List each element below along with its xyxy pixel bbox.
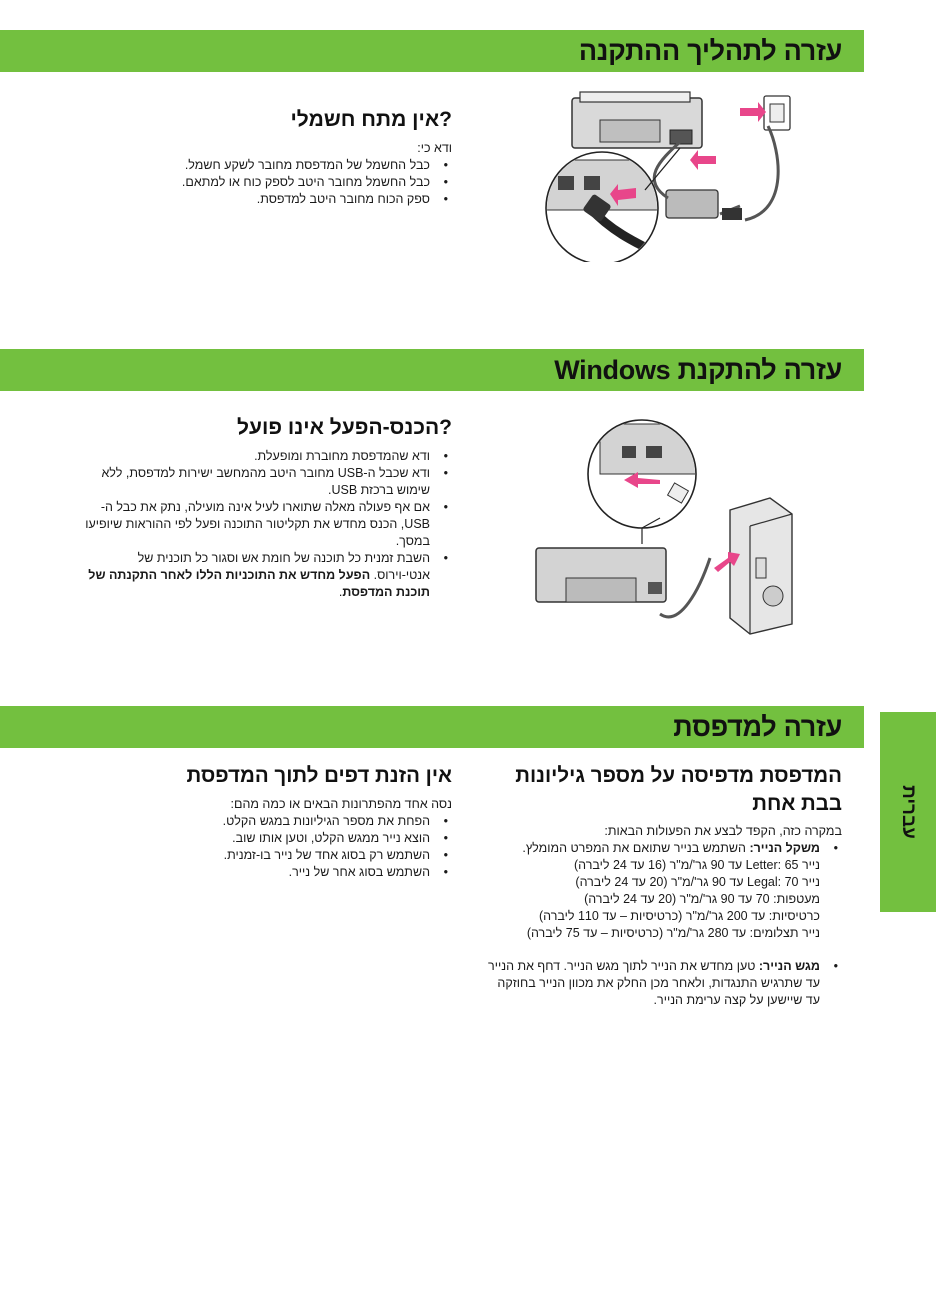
no-feed-intro: נסה אחד מהפתרונות הבאים או כמה מהם: [230, 796, 452, 811]
install-help-banner [0, 30, 864, 72]
list-item [80, 550, 452, 601]
paper-tray-label: מגש הנייר: [758, 959, 820, 974]
list-item: • ודא שכבל ה-USB מחובר היטב מהמחשב ישירות למדפסת, ללא שימוש ברכזת USB. [80, 465, 452, 499]
windows-help-title: עזרה להתקנת Windows [554, 354, 842, 385]
install-help-title: עזרה לתהליך ההתקנה [578, 35, 842, 66]
no-feed-list [160, 813, 452, 881]
list-item: • כבל החשמל מחובר היטב לספק כוח או למתאם. [180, 174, 452, 191]
plug-and-play-section [80, 414, 452, 601]
usb-connection-illustration [530, 418, 810, 636]
no-feed-section [160, 762, 452, 881]
list-item: • כבל החשמל של המדפסת מחובר לשקע חשמל. [180, 157, 452, 174]
paper-tray-item [488, 958, 842, 1009]
no-feed-heading: אין הזנת דפים לתוך המדפסת [186, 764, 452, 787]
paper-tray-text: טען מחדש את הנייר לתוך מגש הנייר. דחף את הנייר עד שתרגיש התנגדות, ולאחר מכן החלק את מכוון הנייר בחוזקה עד שיישען על קצה ערימת הנייר. [488, 959, 820, 1008]
printer-help-title: עזרה למדפסת [673, 711, 842, 742]
firewall-text: השבת זמנית כל תוכנה של חומת אש וסגור כל תוכנית של אנטי-וירוס. [137, 551, 430, 583]
paper-weight-specs [488, 857, 820, 942]
printer-help-banner [0, 706, 864, 748]
list-item: • השתמש רק בסוג אחד של נייר בו-זמנית. [160, 847, 452, 864]
no-power-section [180, 106, 452, 208]
windows-help-banner [0, 349, 864, 391]
list-item: • ודא שהמדפסת מחוברת ומופעלת. [80, 448, 452, 465]
paper-weight-label: משקל הנייר: [749, 841, 820, 856]
paper-weight-item [488, 840, 842, 942]
firewall-end: . [338, 585, 343, 600]
plug-and-play-heading: ?הכנס-הפעל אינו פועל [237, 416, 452, 439]
spec-line: נייר תצלומים: עד 280 גר'/מ"ר (כרטיסיות – עד 75 ליברה) [526, 926, 820, 941]
multi-sheet-intro: במקרה כזה, הקפד לבצע את הפעולות הבאות: [604, 824, 842, 839]
no-power-heading: ?אין מתח חשמלי [290, 108, 452, 131]
spec-line: כרטיסיות: עד 200 גר'/מ"ר (כרטיסיות – עד 110 ליברה) [539, 909, 820, 924]
multi-sheet-list [488, 840, 842, 1009]
paper-weight-text: השתמש בנייר שתואם את המפרט המומלץ. [522, 841, 750, 856]
plug-and-play-list [80, 448, 452, 601]
list-item: • הוצא נייר ממגש הקלט, וטען אותו שוב. [160, 830, 452, 847]
list-item: • ספק הכוח מחובר היטב למדפסת. [180, 191, 452, 208]
no-power-list [180, 157, 452, 208]
spec-line: נייר Legal: 70 עד 90 גר'/מ"ר (20 עד 24 ליברה) [575, 875, 820, 890]
firewall-bold-text: הפעל מחדש את התוכניות הללו לאחר התקנתה של תוכנת המדפסת [88, 568, 430, 600]
language-side-tab [880, 712, 936, 912]
multi-sheet-section [488, 762, 842, 1009]
spec-line: מעטפות: 70 עד 90 גר'/מ"ר (20 עד 24 ליברה) [584, 892, 820, 907]
list-item: • הפחת את מספר הגיליונות במגש הקלט. [160, 813, 452, 830]
language-tab-label: עברית [897, 785, 919, 839]
spec-line: נייר Letter: 65 עד 90 גר'/מ"ר (16 עד 24 ליברה) [574, 858, 820, 873]
list-item: • אם אף פעולה מאלה שתוארו לעיל אינה מועילה, נתק את כבל ה-USB, הכנס מחדש את תקליטור התוכנה ופעל לפי ההוראות שיופיעו במסך. [80, 499, 452, 550]
no-power-intro: ודא כי: [417, 141, 452, 156]
list-item: • השתמש בסוג אחר של נייר. [160, 864, 452, 881]
power-connection-illustration [540, 90, 810, 262]
multi-sheet-heading: המדפסת מדפיסה על מספר גיליונות בבת אחת [515, 764, 842, 815]
